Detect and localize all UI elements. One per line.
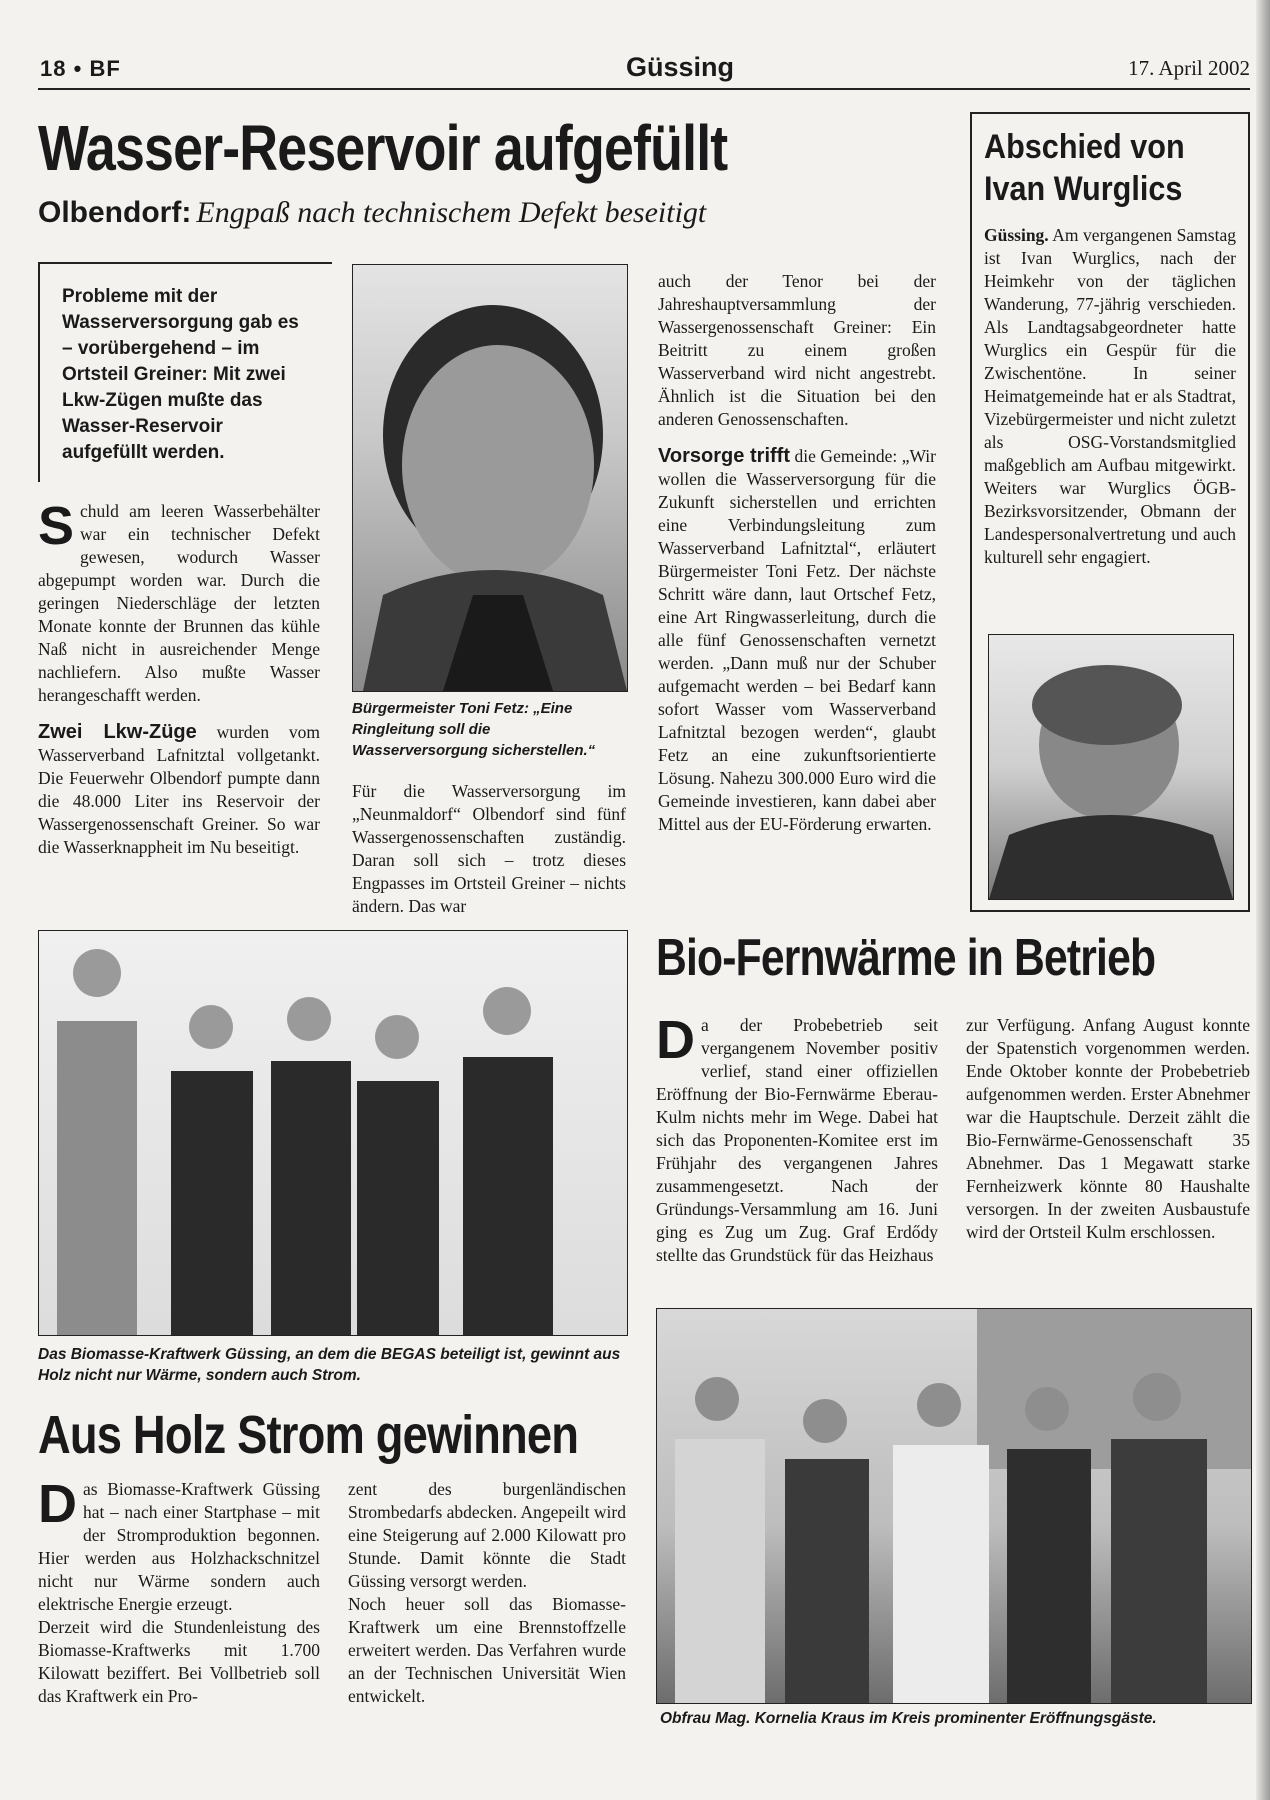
article1-lead-box — [38, 262, 332, 482]
article3-col1b-text: Derzeit wird die Stundenleistung des Biomasse-Kraftwerks mit 1.700 Kilowatt beziffert. Bei Vollbetrieb soll das Kraftwerk ein Pro- — [38, 1617, 320, 1706]
article1-subtitle-text: Engpaß nach technischem Defekt beseitigt — [196, 196, 707, 229]
article2-column1 — [656, 1010, 938, 1267]
group-photo-caption: Das Biomasse-Kraftwerk Güssing, an dem die BEGAS beteiligt ist, gewinnt aus Holz nicht nur Wärme, sondern auch Strom. — [38, 1346, 621, 1384]
opening-photo-caption: Obfrau Mag. Kornelia Kraus im Kreis prominenter Eröffnungsgäste. — [660, 1710, 1157, 1727]
article1-column1 — [38, 496, 320, 859]
article1-column3 — [658, 270, 936, 836]
article1-para1: chuld am leeren Wasserbehälter war ein technischer Defekt gewesen, wodurch Wasser abgepumpt worden war. Durch die geringen Niederschläge der letzten Monate konnte der Brunnen das kühle Naß nicht in ausreichender Menge nachliefern. Also mußte Wasser herangeschafft werden. — [38, 501, 320, 705]
obituary-title-line2: Ivan Wurglics — [984, 170, 1183, 208]
article3-title: Aus Holz Strom gewinnen — [38, 1405, 579, 1465]
section-title: Güssing — [625, 52, 734, 82]
mayor-photo-caption: Bürgermeister Toni Fetz: „Eine Ringleitung soll die Wasserversorgung sicherstellen.“ — [352, 700, 596, 759]
header-rule — [38, 88, 1250, 90]
article3-drop-cap: D — [38, 1474, 77, 1534]
page-edge-shadow — [1256, 0, 1270, 1800]
article3-col2b-text: Noch heuer soll das Biomasse-Kraftwerk um eine Brennstoffzelle erweitert werden. Das Verfahren wurde an der Technischen Universität Wien entwickelt. — [348, 1594, 626, 1706]
article1-column2: Für die Wasserversorgung im „Neunmaldorf“ Olbendorf sind fünf Wassergenossenschaften zuständig. Daran soll sich – trotz dieses Engpasses im Ortsteil Greiner – nichts ändern. Das war — [352, 781, 626, 916]
section-code: BF — [89, 56, 121, 81]
article2-title: Bio-Fernwärme in Betrieb — [656, 929, 1156, 987]
drop-cap: S — [38, 496, 75, 556]
article3-column2 — [348, 1478, 626, 1708]
obituary-title — [984, 126, 1248, 210]
obituary-title-line1: Abschied von — [984, 128, 1185, 166]
group-photo — [38, 930, 628, 1336]
article1-para5: die Gemeinde: „Wir wollen die Wasserversorgung für die Zukunft sicherstellen und errichten eine Verbindungsleitung zum Wasserverband Lafnitztal“, erläutert Bürgermeister Toni Fetz. Der nächste Schritt wäre dann, laut Ortschef Fetz, eine Art Ringwasserleitung, durch die alle fünf Genossenschaften vernetzt werden. „Dann muß nur der Schuber aufgemacht werden – bei Bedarf kann sofort Wasser vom Wasserverband Lafnitztal bezogen werden“, glaubt Fetz an eine zukunftsorientierte Lösung. Nahezu 300.000 Euro wird die Gemeinde investieren, kann dabei aber Mittel aus der EU-Förderung erwarten. — [658, 446, 936, 834]
obituary-body: Am vergangenen Samstag ist Ivan Wurglics, nach der Heimkehr von der täglichen Wanderung, 77-jährig verschieden. Als Landtagsabgeordneter hatte Wurglics ein Gespür für die Zwischentöne. In seiner Heimatgemeinde hat er als Stadtrat, Vizebürgermeister und nicht zuletzt als OSG-Vorstandsmitglied maßgeblich am Aufbau mitgewirkt. Weiters war Wurglics ÖGB-Bezirksvorsitzender, Obmann der Landespersonalvertretung und auch kulturell sehr engagiert. — [984, 225, 1236, 567]
page-number: 18 • BF — [40, 56, 121, 81]
article1-subhead2: Vorsorge trifft — [658, 445, 790, 467]
article3-col1-text: as Biomasse-Kraftwerk Güssing hat – nach einer Startphase – mit der Stromproduktion begonnen. Hier werden aus Holzhackschnitzel nicht nur Wärme sondern auch elektrische Energie erzeugt. — [38, 1479, 320, 1614]
article1-para4: auch der Tenor bei der Jahreshauptversammlung der Wassergenossenschaft Greiner: Ein Beitritt zu einem großen Wasserverband wird nicht angestrebt. Ähnlich ist die Situation bei den anderen Genossenschaften. — [658, 271, 936, 429]
obituary-text — [984, 224, 1236, 569]
article1-kicker: Olbendorf: — [38, 196, 192, 229]
article1-lead: Probleme mit der Wasserversorgung gab es – vorübergehend – im Ortsteil Greiner: Mit zwei Lkw-Zügen mußte das Wasser-Reservoir aufgefüllt werden. — [62, 286, 299, 463]
article1-para2: wurden vom Wasserverband Lafnitztal vollgetankt. Die Feuerwehr Olbendorf pumpte dann die 48.000 Liter ins Reservoir der Wassergenossenschaft Greiner. So war die Wasserknappheit im Nu beseitigt. — [38, 722, 320, 857]
article1-title: Wasser-Reservoir aufgefüllt — [38, 112, 728, 184]
page-header — [40, 52, 1250, 88]
article1-subhead1: Zwei Lkw-Züge — [38, 721, 197, 743]
article3-col2-text: zent des burgenländischen Strombedarfs abdecken. Angepeilt wird eine Steigerung auf 2.000 Kilowatt pro Stunde. Damit könnte die Stadt Güssing versorgt werden. — [348, 1479, 626, 1591]
mayor-photo — [352, 264, 628, 692]
obituary-place: Güssing. — [984, 225, 1049, 245]
obituary-photo — [988, 634, 1234, 900]
mayor-portrait-figure — [353, 265, 627, 691]
article2-column2: zur Verfügung. Anfang August konnte der Spatenstich vorgenommen werden. Ende Oktober konnte der Probebetrieb aufgenommen werden. Erster Abnehmer war die Hauptschule. Derzeit zählt die Bio-Fernwärme-Genossenschaft 35 Abnehmer. Das 1 Megawatt starke Fernheizwerk könnte 80 Haushalte versorgen. In der zweiten Ausbaustufe wird der Ortsteil Kulm erschlossen. — [966, 1015, 1250, 1242]
article1-subtitle — [38, 196, 706, 230]
article2-col1-text: a der Probebetrieb seit vergangenem November positiv verlief, stand einer offiziellen Eröffnung der Bio-Fernwärme Eberau-Kulm nichts mehr im Wege. Dabei hat sich das Proponenten-Komitee erst im Frühjahr des vergangenen Jahres zusammengesetzt. Nach der Gründungs-Versammlung am 16. Juni ging es Zug um Zug. Graf Erdődy stellte das Grundstück für das Heizhaus — [656, 1015, 938, 1265]
article2-drop-cap: D — [656, 1010, 695, 1070]
obituary-box — [970, 112, 1250, 912]
opening-photo — [656, 1308, 1252, 1704]
issue-date: 17. April 2002 — [1128, 56, 1250, 80]
article3-column1 — [38, 1474, 320, 1708]
